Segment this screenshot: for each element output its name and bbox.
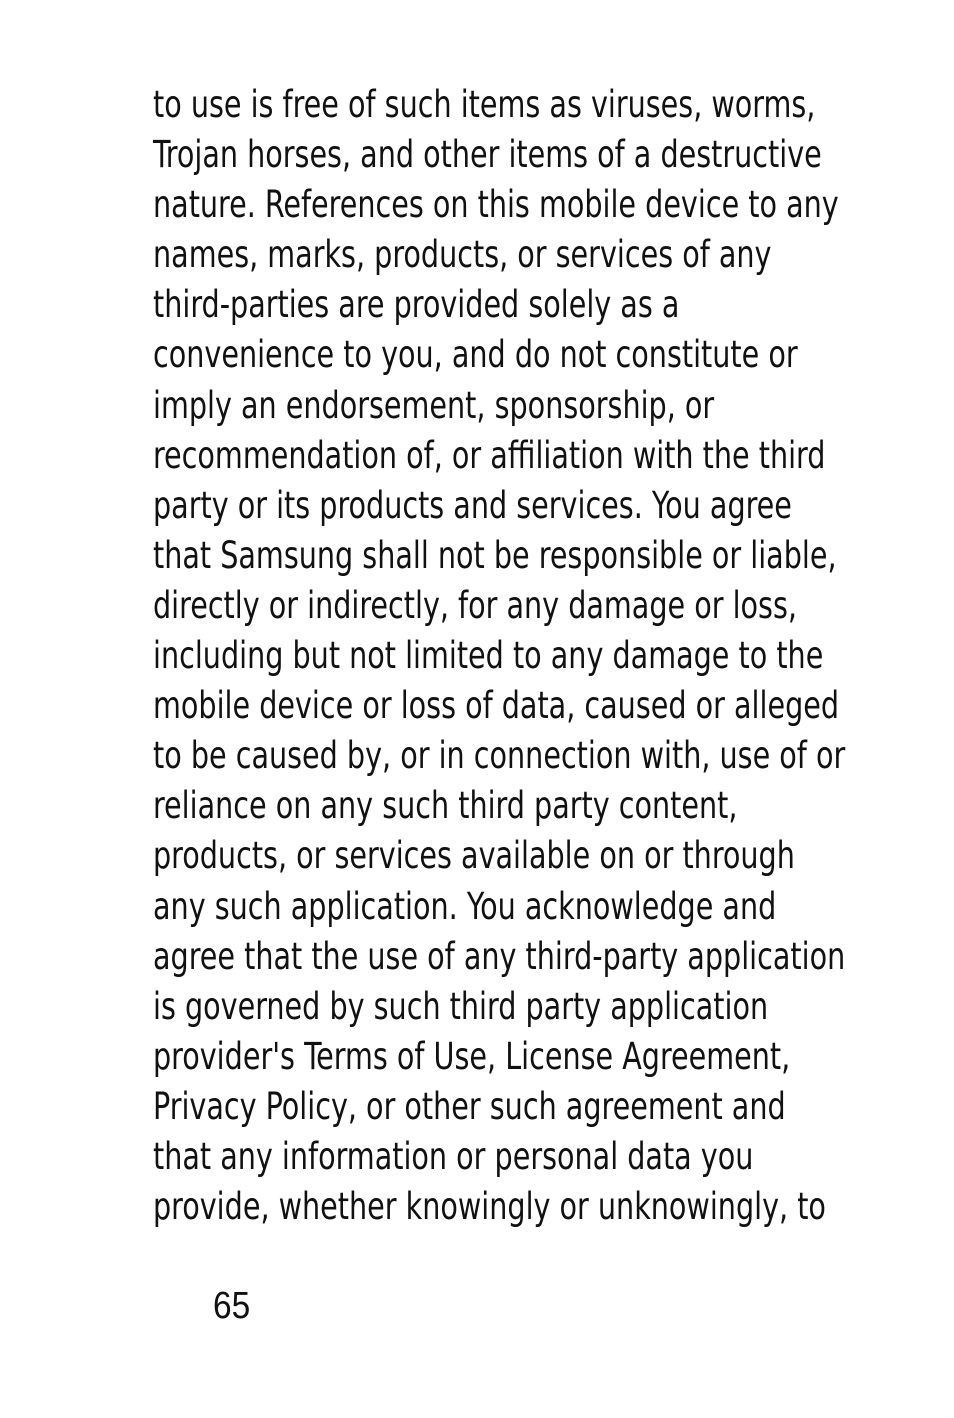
body-paragraph [153, 80, 873, 1232]
text-line: Trojan horses, and other items of a destructive [153, 133, 822, 177]
text-line: agree that the use of any third-party application [153, 934, 846, 978]
text-line: reliance on any such third party content, [153, 784, 738, 828]
text-line: party or its products and services. You agree [153, 483, 792, 527]
text-line: to be caused by, or in connection with, use of or [153, 734, 846, 778]
text-line: is governed by such third party application [153, 984, 769, 1028]
text-line: recommendation of, or affiliation with the third [153, 433, 826, 477]
text-line: that any information or personal data you [153, 1134, 754, 1178]
text-line: provide, whether knowingly or unknowingly, to [153, 1185, 826, 1229]
text-line: to use is free of such items as viruses, worms, [153, 83, 816, 126]
text-line: including but not limited to any damage to the [153, 634, 824, 678]
text-line: Privacy Policy, or other such agreement and [153, 1084, 786, 1128]
text-line: names, marks, products, or services of any [153, 233, 772, 277]
text-line: convenience to you, and do not constitute or [153, 333, 798, 377]
text-line: any such application. You acknowledge and [153, 884, 777, 928]
text-line: mobile device or loss of data, caused or alleged [153, 684, 840, 728]
text-line: directly or indirectly, for any damage or loss, [153, 583, 797, 627]
text-line: nature. References on this mobile device to any [153, 183, 839, 227]
text-line: that Samsung shall not be responsible or liable, [153, 533, 837, 577]
text-line: third-parties are provided solely as a [153, 283, 680, 327]
text-line: imply an endorsement, sponsorship, or [153, 383, 715, 427]
page-number: 65 [213, 1285, 251, 1327]
text-line: provider's Terms of Use, License Agreement, [153, 1034, 791, 1078]
text-line: products, or services available on or through [153, 834, 795, 878]
